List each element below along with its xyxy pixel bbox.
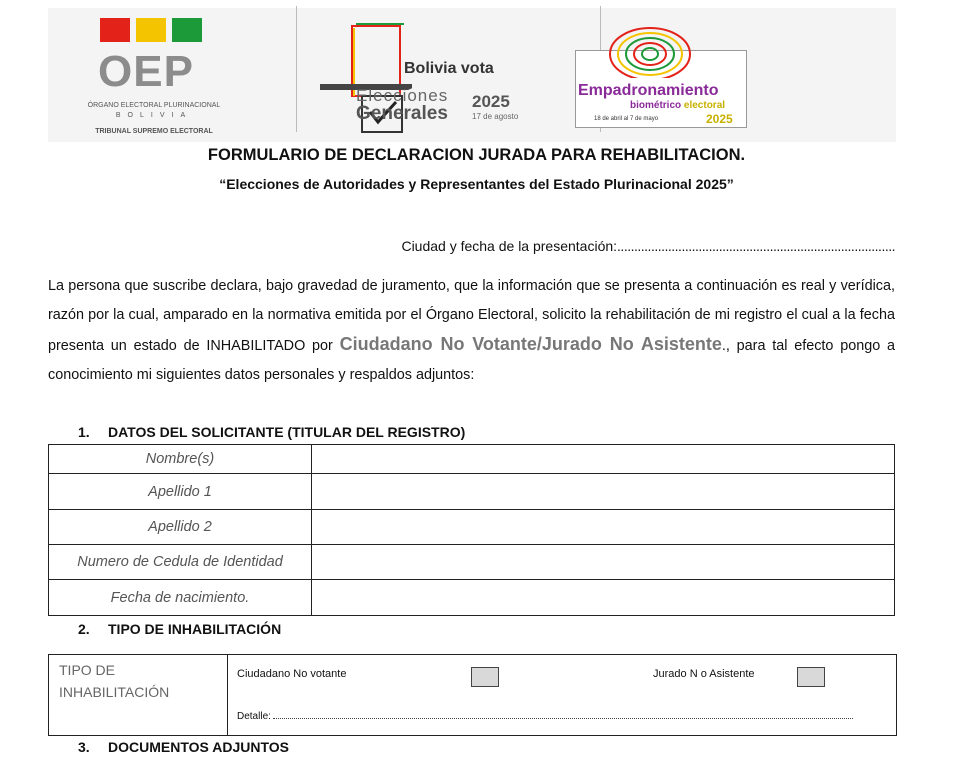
table-row xyxy=(49,545,895,580)
declaration-text-b: ., para tal efecto pongo a conocimiento mi siguientes datos personales y respaldos adjuntos: xyxy=(48,338,896,383)
flag-green-block xyxy=(172,18,202,42)
inhabilitation-table xyxy=(48,654,897,736)
cedula-input[interactable] xyxy=(312,545,895,580)
oep-tribunal: TRIBUNAL SUPREMO ELECTORAL xyxy=(95,128,213,135)
table-row xyxy=(49,510,895,545)
section-number: 2. xyxy=(78,621,90,637)
fecha-nacimiento-input[interactable] xyxy=(312,580,895,616)
oep-subtitle: ÓRGANO ELECTORAL PLURINACIONAL xyxy=(87,102,221,109)
place-date-dots: .................................................................................. xyxy=(617,238,895,254)
detalle-field[interactable] xyxy=(237,711,853,722)
row-label: Apellido 2 xyxy=(49,510,312,545)
empadronamiento-year: 2025 xyxy=(706,112,733,126)
inhab-label: TIPO DE INHABILITACIÓN xyxy=(59,662,170,700)
section-number: 3. xyxy=(78,739,90,755)
fingerprint-icon xyxy=(600,16,700,78)
elecciones-text: Elecciones xyxy=(356,86,449,105)
empadronamiento-subtitle xyxy=(630,100,725,111)
row-label: Nombre(s) xyxy=(49,445,312,474)
place-date-field[interactable] xyxy=(401,238,895,254)
section-title: DOCUMENTOS ADJUNTOS xyxy=(108,739,289,755)
section-title: TIPO DE INHABILITACIÓN xyxy=(108,621,282,637)
section-number: 1. xyxy=(78,424,90,440)
elecciones-date: 17 de agosto xyxy=(472,112,519,121)
section-heading-3 xyxy=(78,739,289,755)
place-date-label: Ciudad y fecha de la presentación: xyxy=(401,238,618,254)
form-title: FORMULARIO DE DECLARACION JURADA PARA REHABILITACION. xyxy=(207,146,746,164)
table-row xyxy=(49,580,895,616)
detalle-label: Detalle: xyxy=(237,711,271,722)
empadronamiento-title: Empadronamiento xyxy=(578,82,719,99)
detalle-line xyxy=(273,718,853,719)
table-row xyxy=(49,474,895,510)
generales-text: Generales xyxy=(356,103,448,124)
declaration-highlight: Ciudadano No Votante/Jurado No Asistente xyxy=(339,334,722,354)
declaration-paragraph xyxy=(48,272,895,390)
ciudadano-no-votante-checkbox[interactable] xyxy=(471,667,499,687)
table-row xyxy=(49,445,895,474)
row-label: Apellido 1 xyxy=(49,474,312,510)
flag-yellow-block xyxy=(136,18,166,42)
nombres-input[interactable] xyxy=(312,445,895,474)
inhab-label-cell xyxy=(49,655,228,735)
bolivia-vota-text: Bolivia vota xyxy=(404,60,494,77)
flag-red-block xyxy=(100,18,130,42)
oep-country: BOLIVIA xyxy=(115,112,193,119)
row-label: Numero de Cedula de Identidad xyxy=(49,545,312,580)
empadronamiento-dates: 18 de abril al 7 de mayo xyxy=(594,116,659,122)
option-jurado-label: Jurado N o Asistente xyxy=(653,668,755,680)
empadronamiento-subtitle-a: biométrico xyxy=(630,100,682,111)
section-heading-1 xyxy=(78,424,465,440)
declaration-text-a: La persona que suscribe declara, bajo gravedad de juramento, que la información que se presenta a continuación es real y verídica, razón por la cual, amparado en la normativa emitida por el Órgano Electoral, solicito la rehabilitación de mi registro el cual a la fecha presenta un estado de INHABILITADO por xyxy=(48,278,895,354)
form-subtitle: “Elecciones de Autoridades y Representantes del Estado Plurinacional 2025” xyxy=(219,176,734,192)
oep-logo-text: OEP xyxy=(98,47,194,96)
jurado-no-asistente-checkbox[interactable] xyxy=(797,667,825,687)
row-label: Fecha de nacimiento. xyxy=(49,580,312,616)
section-heading-2 xyxy=(78,621,281,637)
section-title: DATOS DEL SOLICITANTE (TITULAR DEL REGISTRO) xyxy=(108,424,466,440)
empadronamiento-subtitle-b: electoral xyxy=(683,100,726,111)
apellido1-input[interactable] xyxy=(312,474,895,510)
option-ciudadano-label: Ciudadano No votante xyxy=(237,668,347,680)
apellido2-input[interactable] xyxy=(312,510,895,545)
applicant-table xyxy=(48,444,895,616)
elecciones-year: 2025 xyxy=(472,92,510,111)
